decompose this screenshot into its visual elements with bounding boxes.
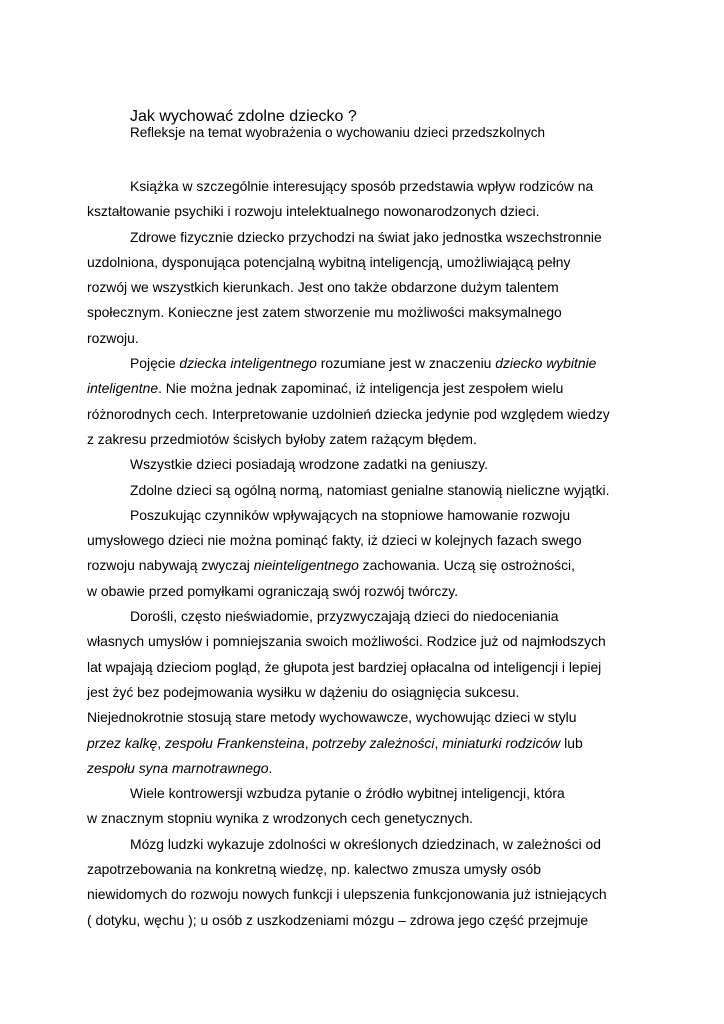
text-line xyxy=(87,300,647,325)
text-span: Książka w szczególnie interesujący sposób przedstawia wpływ rodziców na xyxy=(130,178,594,194)
text-line xyxy=(87,680,647,705)
text-line xyxy=(87,402,647,427)
text-span: zapotrzebowania na konkretną wiedzę, np. kalectwo zmusza umysły osób xyxy=(87,861,541,878)
text-span: własnych umysłów i pomniejszania swoich możliwości. Rodzice już od najmłodszych xyxy=(87,633,606,650)
text-span: ( dotyku, węchu ); u osób z uszkodzeniami mózgu – zdrowa jego część przejmuje xyxy=(87,911,589,928)
document-title: Jak wychować zdolne dziecko ? xyxy=(130,108,357,125)
text-line xyxy=(87,553,647,578)
text-line xyxy=(87,478,647,503)
document-body xyxy=(87,174,647,933)
text-span: Zdrowe fizycznie dziecko przychodzi na świat jako jednostka wszechstronnie xyxy=(130,228,602,245)
text-span: . Nie można jednak zapominać, iż inteligencja jest zespołem wielu xyxy=(158,380,564,397)
italic-text-span: dziecko wybitnie xyxy=(495,355,597,372)
text-line xyxy=(87,326,647,351)
italic-text-span: dziecka inteligentnego xyxy=(179,355,317,372)
text-span: Pojęcie xyxy=(130,355,180,372)
text-line xyxy=(87,351,647,376)
text-span: zachowania. Uczą się ostrożności, xyxy=(358,557,575,574)
text-line xyxy=(87,528,647,553)
text-span: rozwój we wszystkich kierunkach. Jest ono także obdarzone dużym talentem xyxy=(87,279,559,296)
text-line xyxy=(87,629,647,654)
text-span: , xyxy=(434,734,443,751)
text-span: rozwoju. xyxy=(87,329,139,346)
text-span: jest żyć bez podejmowania wysiłku w dążeniu do osiągnięcia sukcesu. xyxy=(87,683,520,700)
text-line xyxy=(87,882,647,907)
text-span: Mózg ludzki wykazuje zdolności w określonych dziedzinach, w zależności od xyxy=(130,835,601,852)
italic-text-span: inteligentne xyxy=(87,380,159,397)
text-line xyxy=(87,604,647,629)
text-line xyxy=(87,199,647,224)
text-line xyxy=(87,806,647,831)
text-span: uzdolniona, dysponująca potencjalną wybitną inteligencją, umożliwiającą pełny xyxy=(87,253,571,270)
text-span: Poszukując czynników wpływających na stopniowe hamowanie rozwoju xyxy=(130,506,571,523)
text-line xyxy=(87,705,647,730)
text-span: . xyxy=(268,759,273,776)
italic-text-span: zespołu syna marnotrawnego xyxy=(87,759,269,776)
text-span: kształtowanie psychiki i rozwoju intelektualnego nowonarodzonych dzieci. xyxy=(87,203,540,220)
text-line xyxy=(87,857,647,882)
text-span: umysłowego dzieci nie można pominąć fakty, iż dzieci w kolejnych fazach swego xyxy=(87,532,582,549)
document-subtitle: Refleksje na temat wyobrażenia o wychowaniu dzieci przedszkolnych xyxy=(130,125,545,140)
text-span: rozwoju nabywają zwyczaj xyxy=(87,557,254,574)
text-span: Zdolne dzieci są ogólną normą, natomiast genialne stanowią nieliczne wyjątki. xyxy=(130,481,610,498)
text-line xyxy=(87,452,647,477)
text-span: Wszystkie dzieci posiadają wrodzone zadatki na geniuszy. xyxy=(130,456,488,473)
text-span: w obawie przed pomyłkami ograniczają swój rozwój twórczy. xyxy=(87,582,459,599)
text-span: , xyxy=(157,734,165,751)
text-line xyxy=(87,731,647,756)
text-span: z zakresu przedmiotów ścisłych byłoby zatem rażącym błędem. xyxy=(87,430,477,447)
text-line xyxy=(87,781,647,806)
text-span: w znacznym stopniu wynika z wrodzonych cech genetycznych. xyxy=(87,810,474,827)
text-line xyxy=(87,250,647,275)
text-span: lub xyxy=(560,734,583,751)
text-line xyxy=(87,427,647,452)
text-span: Dorośli, często nieświadomie, przyzwyczajają dzieci do niedoceniania xyxy=(130,608,559,625)
text-line xyxy=(87,756,647,781)
text-span: różnorodnych cech. Interpretowanie uzdolnień dziecka jedynie pod względem wiedzy xyxy=(87,405,610,422)
text-span: rozumiane jest w znaczeniu xyxy=(316,355,496,372)
italic-text-span: przez kalkę xyxy=(87,734,158,751)
text-span: lat wpajają dzieciom pogląd, że głupota jest bardziej opłacalna od inteligencji i lepiej xyxy=(87,658,602,675)
text-span: Niejednokrotnie stosują stare metody wychowawcze, wychowując dzieci w stylu xyxy=(87,709,577,726)
text-span: społecznym. Konieczne jest zatem stworzenie mu możliwości maksymalnego xyxy=(87,304,562,321)
text-line xyxy=(87,225,647,250)
italic-text-span: potrzeby zależności xyxy=(312,734,435,751)
text-span: niewidomych do rozwoju nowych funkcji i ulepszenia funkcjonowania już istniejących xyxy=(87,886,607,903)
text-line xyxy=(87,579,647,604)
text-line xyxy=(87,503,647,528)
text-line xyxy=(87,655,647,680)
text-line xyxy=(87,908,647,933)
italic-text-span: miniaturki rodziców xyxy=(442,734,561,751)
italic-text-span: nieinteligentnego xyxy=(253,557,359,574)
text-span: , xyxy=(304,734,313,751)
text-line xyxy=(87,376,647,401)
text-line xyxy=(87,275,647,300)
text-line xyxy=(87,832,647,857)
text-span: Wiele kontrowersji wzbudza pytanie o źródło wybitnej inteligencji, która xyxy=(130,785,565,802)
italic-text-span: zespołu Frankensteina xyxy=(164,734,305,751)
text-line xyxy=(87,174,647,199)
